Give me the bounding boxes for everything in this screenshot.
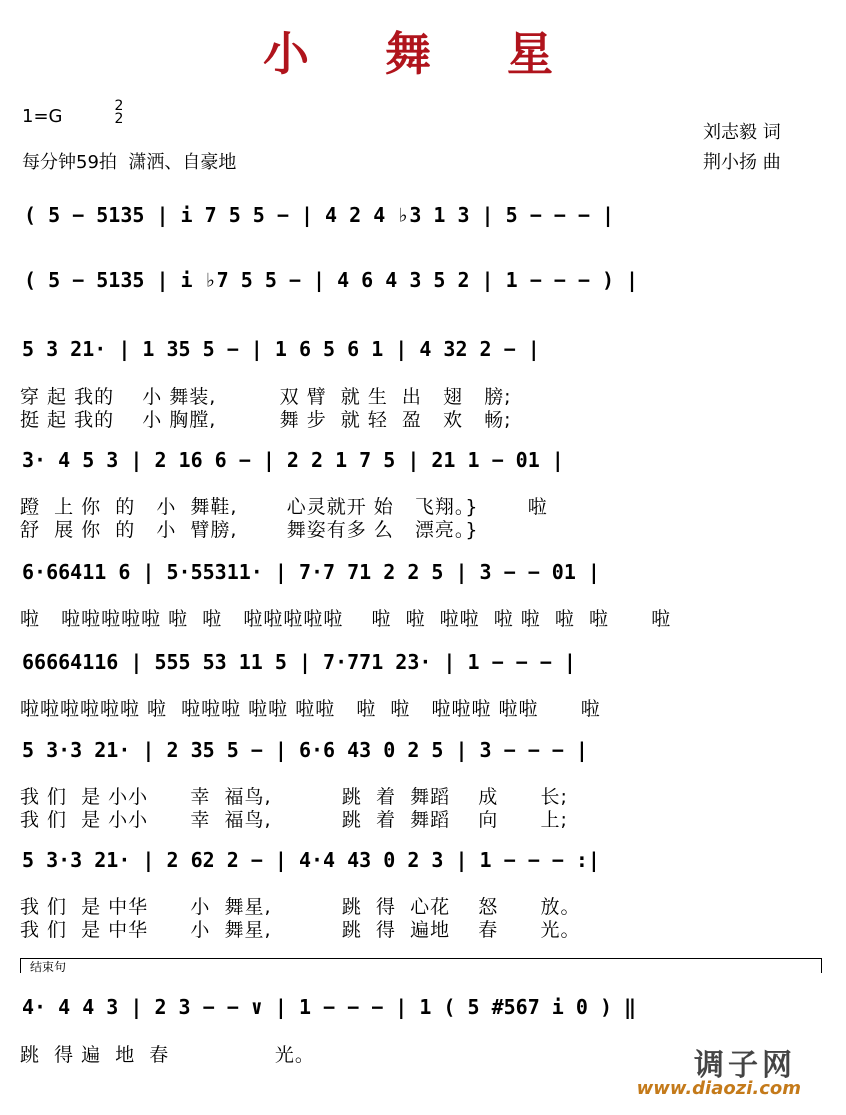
notation-row: 6·66411 6 | 5·55311· | 7·7 71 2 2 5 | 3 − − 01 |	[22, 560, 600, 584]
lyric-line: 我 们 是 小小 幸 福鸟, 跳 着 舞蹈 向 上;	[20, 809, 568, 831]
ending-label: 结束句	[30, 960, 67, 974]
song-title: 小 舞 星	[262, 27, 584, 81]
time-signature: 2 2	[114, 98, 124, 127]
composer-credit: 荆小扬 曲	[703, 152, 781, 173]
notation-row: 3· 4 5 3 | 2 16 6 − | 2 2 1 7 5 | 21 1 − 01 |	[22, 448, 564, 472]
watermark-logo: 调子网	[694, 1048, 796, 1083]
lyric-line: 穿 起 我的 小 舞装, 双 臂 就 生 出 翅 膀;	[20, 386, 512, 408]
notation-row: 5 3 21· | 1 35 5 − | 1 6 5 6 1 | 4 32 2 − |	[22, 337, 540, 361]
lyric-line: 啦啦啦啦啦啦 啦 啦啦啦 啦啦 啦啦 啦 啦 啦啦啦 啦啦 啦	[20, 698, 601, 720]
lyric-line: 跳 得 遍 地 春 光。	[20, 1044, 315, 1066]
ending-bracket	[20, 958, 822, 973]
lyric-line: 蹬 上 你 的 小 舞鞋, 心灵就开 始 飞翔。} 啦	[20, 496, 548, 518]
key-signature: 1=G	[22, 106, 63, 127]
watermark-url: www.diaozi.com	[636, 1078, 801, 1099]
lyric-line: 舒 展 你 的 小 臂膀, 舞姿有多 么 漂亮。}	[20, 519, 479, 541]
lyric-line: 我 们 是 小小 幸 福鸟, 跳 着 舞蹈 成 长;	[20, 786, 568, 808]
lyric-line: 我 们 是 中华 小 舞星, 跳 得 心花 怒 放。	[20, 896, 581, 918]
tempo-marking: 每分钟59拍 潇洒、自豪地	[22, 152, 237, 173]
notation-row: 4· 4 4 3 | 2 3 − − ∨ | 1 − − − | 1 ( 5 #567 i 0 ) ‖	[22, 995, 637, 1019]
notation-row: 5 3·3 21· | 2 62 2 − | 4·4 43 0 2 3 | 1 − − − :|	[22, 848, 600, 872]
notation-row: 5 3·3 21· | 2 35 5 − | 6·6 43 0 2 5 | 3 − − − |	[22, 738, 588, 762]
notation-row: 66664116 | 555 53 11 5 | 7·771 23· | 1 − − − |	[22, 650, 576, 674]
lyric-line: 挺 起 我的 小 胸膛, 舞 步 就 轻 盈 欢 畅;	[20, 409, 512, 431]
lyric-line: 我 们 是 中华 小 舞星, 跳 得 遍地 春 光。	[20, 919, 581, 941]
notation-row: ( 5 − 5135 | i ♭7 5 5 − | 4 6 4 3 5 2 | 1 − − − ) |	[24, 268, 639, 292]
lyric-line: 啦 啦啦啦啦啦 啦 啦 啦啦啦啦啦 啦 啦 啦啦 啦 啦 啦 啦 啦	[20, 608, 672, 630]
notation-row: ( 5 − 5135 | i 7 5 5 − | 4 2 4 ♭3 1 3 | 5 − − − |	[24, 203, 615, 227]
lyricist-credit: 刘志毅 词	[703, 122, 781, 143]
